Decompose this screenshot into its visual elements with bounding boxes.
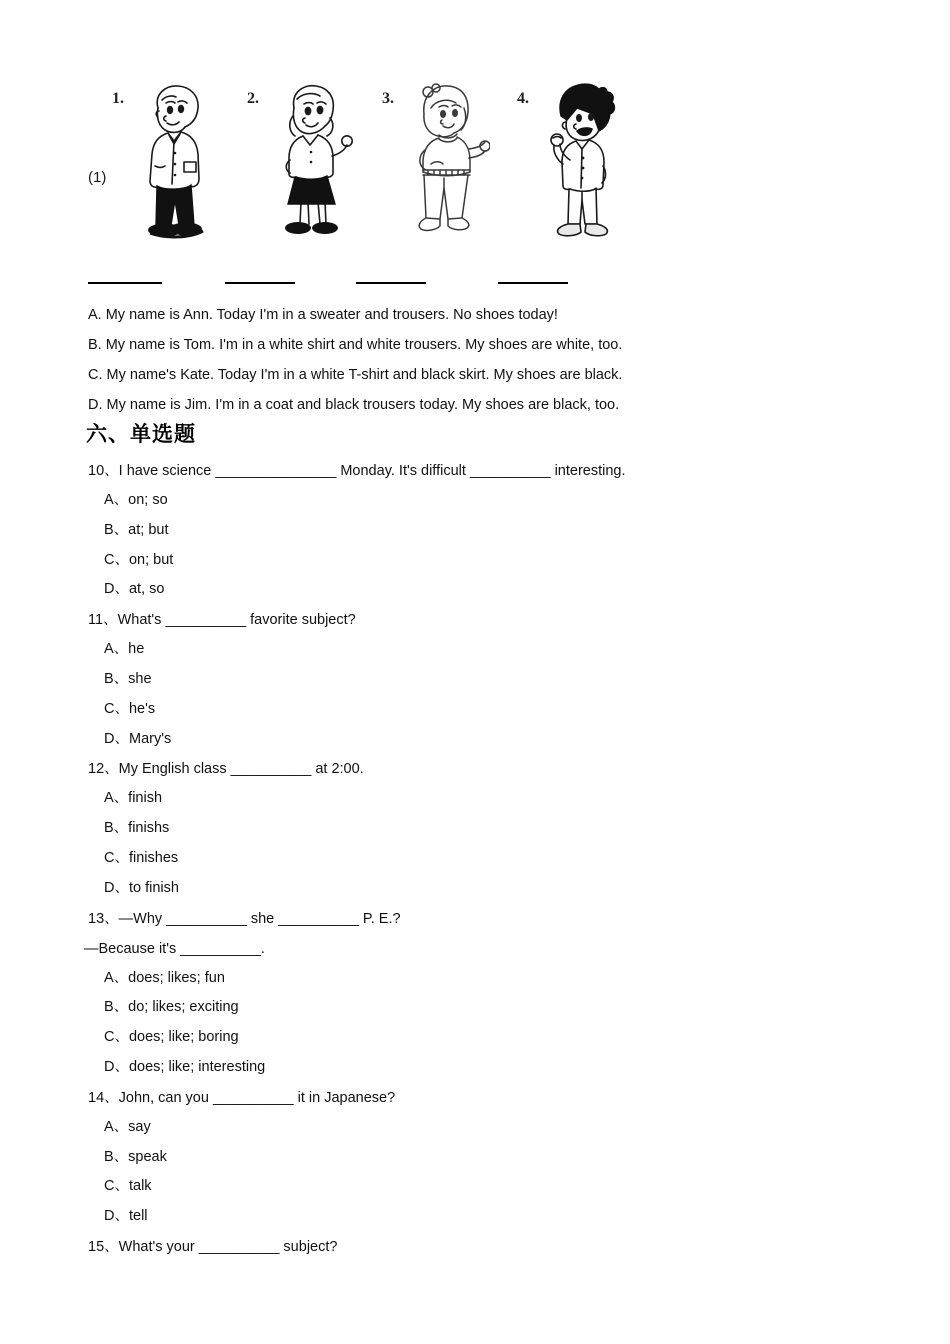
figure-cell-1 (112, 78, 247, 258)
option-text: on; so (128, 492, 168, 508)
statement-list (88, 300, 908, 420)
question-11-text: What's __________ favorite subject? (117, 612, 356, 629)
option-letter: C、 (104, 551, 129, 568)
question-10-option-d[interactable] (0, 575, 950, 605)
statement-a: A. My name is Ann. Today I'm in a sweater and trousers. No shoes today! (88, 307, 558, 323)
option-letter: A、 (104, 969, 129, 986)
question-12-option-a[interactable] (0, 784, 950, 814)
question-15 (0, 1232, 950, 1262)
question-11-number: 11、 (88, 612, 118, 629)
question-12-number: 12、 (88, 761, 119, 778)
option-letter: C、 (104, 700, 129, 717)
question-14-option-b[interactable] (0, 1143, 950, 1173)
figure-number-4: 4. (517, 90, 529, 107)
question-12-option-c[interactable] (0, 844, 950, 874)
question-11-option-a[interactable] (0, 635, 950, 665)
question-13-option-a[interactable] (0, 964, 950, 994)
option-letter: A、 (104, 492, 129, 508)
option-text: does; likes; fun (128, 969, 225, 986)
question-12-option-b[interactable] (0, 814, 950, 844)
figure-illustration-boy-in-coat (128, 78, 220, 253)
figure-illustration-boy-in-white (533, 78, 625, 253)
option-letter: C、 (104, 1178, 129, 1195)
question-10-option-c[interactable] (0, 546, 950, 576)
option-text: he's (128, 700, 156, 717)
figure-number-2: 2. (247, 90, 259, 107)
option-text: Mary's (128, 730, 172, 747)
option-text: she (128, 670, 152, 687)
question-15-text: What's your __________ subject? (118, 1238, 338, 1255)
question-13-stem-continuation: —Because it's __________. (84, 940, 265, 957)
option-text: tell (128, 1208, 148, 1225)
figure-cell-4 (517, 78, 652, 258)
figure-illustration-girl-in-skirt (263, 78, 355, 253)
section-heading: 六、单选题 (86, 422, 196, 446)
question-11-option-d[interactable] (0, 725, 950, 755)
picture-matching-exercise (0, 78, 950, 288)
option-text: he (128, 641, 145, 658)
option-letter: D、 (104, 1058, 129, 1075)
item-label: (1) (88, 169, 107, 186)
figure-illustration-child-in-sweater (398, 78, 490, 253)
option-text: to finish (128, 879, 179, 896)
option-letter: C、 (104, 1029, 129, 1046)
figure-number-3: 3. (382, 90, 394, 107)
option-letter: B、 (104, 820, 129, 837)
figure-row (112, 78, 652, 258)
option-letter: B、 (104, 1148, 129, 1165)
option-letter: D、 (104, 730, 129, 747)
question-14-option-a[interactable] (0, 1113, 950, 1143)
figure-cell-2 (247, 78, 382, 258)
question-12-option-d[interactable] (0, 874, 950, 904)
question-13-text: —Why __________ she __________ P. E.? (118, 910, 401, 927)
figure-number-1: 1. (112, 90, 124, 107)
option-letter: D、 (104, 1208, 129, 1225)
question-13-option-d[interactable] (0, 1053, 950, 1083)
option-letter: B、 (104, 670, 129, 687)
question-11 (0, 605, 950, 754)
question-14-number: 14、 (88, 1089, 119, 1106)
question-11-stem (0, 605, 950, 635)
question-list (0, 456, 950, 1262)
question-12-text: My English class __________ at 2:00. (118, 761, 364, 778)
option-text: finish (128, 790, 163, 807)
question-14-stem (0, 1083, 950, 1113)
answer-blank-row (0, 268, 950, 290)
option-text: say (128, 1118, 151, 1135)
option-letter: A、 (104, 790, 129, 807)
question-10-number: 10、 (88, 463, 119, 479)
option-letter: D、 (104, 879, 129, 896)
option-text: does; like; boring (128, 1029, 239, 1046)
question-13-stem (0, 904, 950, 934)
answer-blank-3[interactable] (356, 268, 426, 284)
question-10 (0, 456, 950, 605)
question-13-option-b[interactable] (0, 993, 950, 1023)
question-14-text: John, can you __________ it in Japanese? (118, 1089, 396, 1106)
question-15-number: 15、 (88, 1238, 119, 1255)
statement-c: C. My name's Kate. Today I'm in a white T-shirt and black skirt. My shoes are black. (88, 367, 623, 383)
option-letter: B、 (104, 999, 129, 1016)
option-text: finishes (128, 849, 179, 866)
question-14 (0, 1083, 950, 1232)
statement-d: D. My name is Jim. I'm in a coat and black trousers today. My shoes are black, too. (88, 397, 620, 413)
option-letter: B、 (104, 521, 129, 538)
question-13 (0, 904, 950, 1083)
question-13-number: 13、 (88, 910, 119, 927)
option-text: finishs (128, 820, 170, 837)
question-11-option-c[interactable] (0, 695, 950, 725)
option-text: at, so (128, 581, 165, 598)
question-11-option-b[interactable] (0, 665, 950, 695)
answer-blank-4[interactable] (498, 268, 568, 284)
question-10-text: I have science _______________ Monday. It's difficult __________ interesting. (118, 463, 626, 479)
option-letter: D、 (104, 581, 129, 598)
option-text: at; but (128, 521, 169, 538)
option-letter: A、 (104, 641, 129, 658)
question-12-stem (0, 754, 950, 784)
question-15-stem (0, 1232, 950, 1262)
option-letter: A、 (104, 1118, 129, 1135)
statement-b: B. My name is Tom. I'm in a white shirt and white trousers. My shoes are white, too. (88, 337, 623, 353)
question-10-option-b[interactable] (0, 516, 950, 546)
question-14-option-d[interactable] (0, 1202, 950, 1232)
option-text: does; like; interesting (128, 1058, 266, 1075)
option-text: speak (128, 1148, 167, 1165)
option-text: do; likes; exciting (128, 999, 239, 1016)
answer-blank-2[interactable] (225, 268, 295, 284)
figure-cell-3 (382, 78, 517, 258)
answer-blank-1[interactable] (88, 268, 162, 284)
question-13-option-c[interactable] (0, 1023, 950, 1053)
option-text: on; but (128, 551, 174, 568)
question-10-option-a[interactable] (0, 486, 950, 516)
question-12 (0, 754, 950, 903)
option-text: talk (128, 1178, 152, 1195)
question-14-option-c[interactable] (0, 1172, 950, 1202)
question-10-stem (0, 456, 950, 486)
option-letter: C、 (104, 849, 129, 866)
